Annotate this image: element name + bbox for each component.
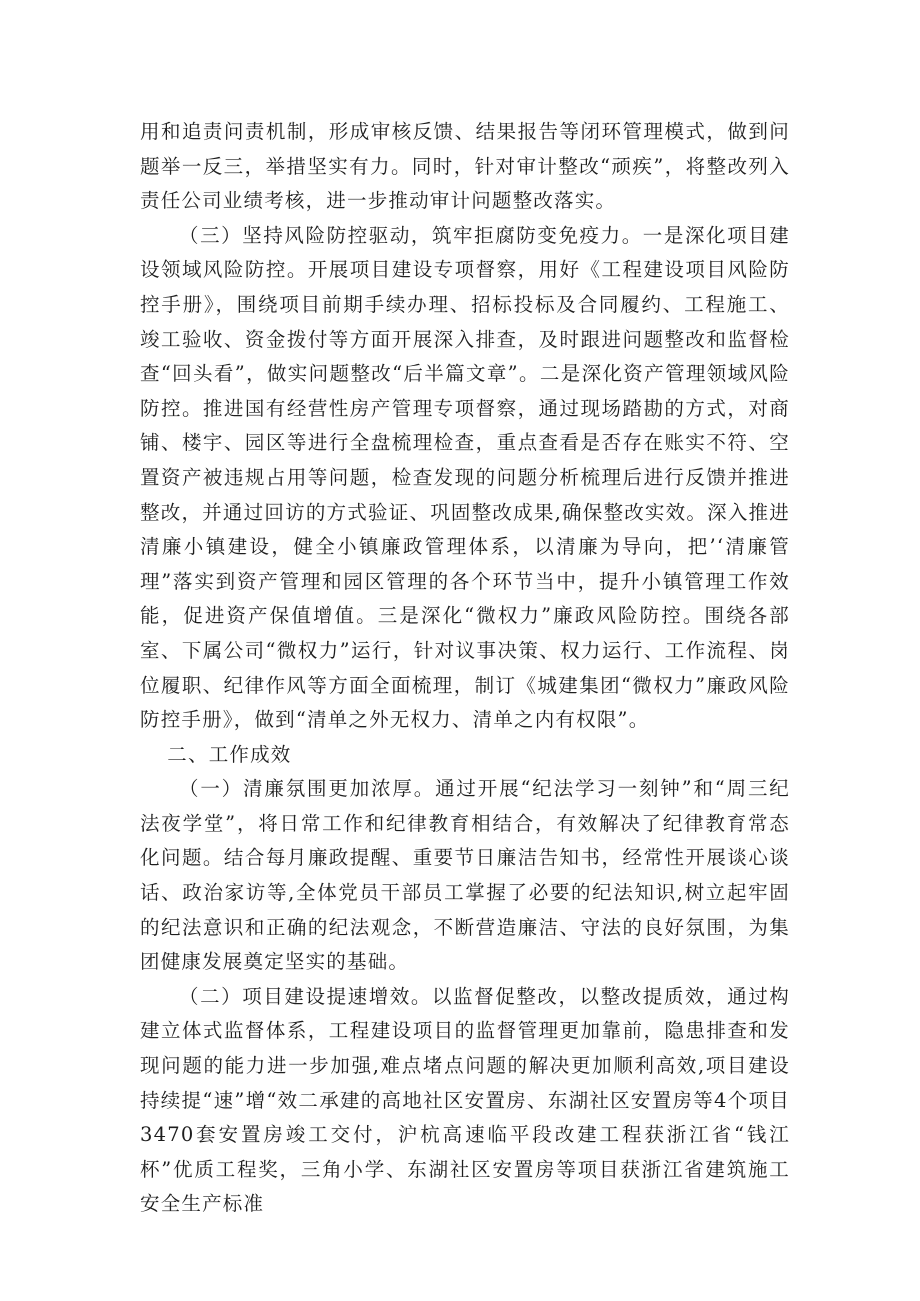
document-body — [140, 115, 790, 1222]
section-heading-work-results: 二、工作成效 — [167, 742, 292, 766]
paragraph-integrity-atmosphere: （一）清廉氛围更加浓厚。通过开展“纪法学习一刻钟”和“周三纪法夜学堂”，将日常工作和纪律教育相结合，有效解决了纪律教育常态化问题。结合每月廉政提醒、重要节日廉洁告知书，经常性开展谈心谈话、政治家访等,全体党员干部员工掌握了必要的纪法知识,树立起牢固的纪法意识和正确的纪法观念，不断营造廉洁、守法的良好氛围，为集团健康发展奠定坚实的基础。 — [140, 777, 790, 974]
paragraph-project-construction: （二）项目建设提速增效。以监督促整改，以整改提质效，通过构建立体式监督体系，工程建设项目的监督管理更加靠前，隐患排查和发现问题的能力进一步加强,难点堵点问题的解决更加顺利高效,项目建设持续提“速”增“效二承建的高地社区安置房、东湖社区安置房等4个项目3470套安置房竣工交付，沪杭高速临平段改建工程获浙江省“钱江杯”优质工程奖，三角小学、东湖社区安置房等项目获浙江省建筑施工安全生产标准 — [140, 984, 790, 1216]
paragraph-risk-control: （三）坚持风险防控驱动，筑牢拒腐防变免疫力。一是深化项目建设领域风险防控。开展项目建设专项督察，用好《工程建设项目风险防控手册》，围绕项目前期手续办理、招标投标及合同履约、工程施工、竣工验收、资金拨付等方面开展深入排查，及时跟进问题整改和监督检查“回头看”，做实问题整改“后半篇文章”。二是深化资产管理领域风险防控。推进国有经营性房产管理专项督察，通过现场踏勘的方式，对商铺、楼宇、园区等进行全盘梳理检查，重点查看是否存在账实不符、空置资产被违规占用等问题，检查发现的问题分析梳理后进行反馈并推进整改，并通过回访的方式验证、巩固整改成果,确保整改实效。深入推进清廉小镇建设，健全小镇廉政管理体系，以清廉为导向，把’‘清廉管理”落实到资产管理和园区管理的各个环节当中，提升小镇管理工作效能，促进资产保值增值。三是深化“微权力”廉政风险防控。围绕各部室、下属公司“微权力”运行，针对议事决策、权力运行、工作流程、岗位履职、纪律作风等方面全面梳理，制订《城建集团“微权力”廉政风险防控手册》，做到“清单之外无权力、清单之内有权限”。 — [140, 223, 790, 732]
paragraph-continuation: 用和追责问责机制，形成审核反馈、结果报告等闭环管理模式，做到问题举一反三，举措坚实有力。同时，针对审计整改“顽疾”，将整改列入责任公司业绩考核，进一步推动审计问题整改落实。 — [140, 120, 790, 213]
